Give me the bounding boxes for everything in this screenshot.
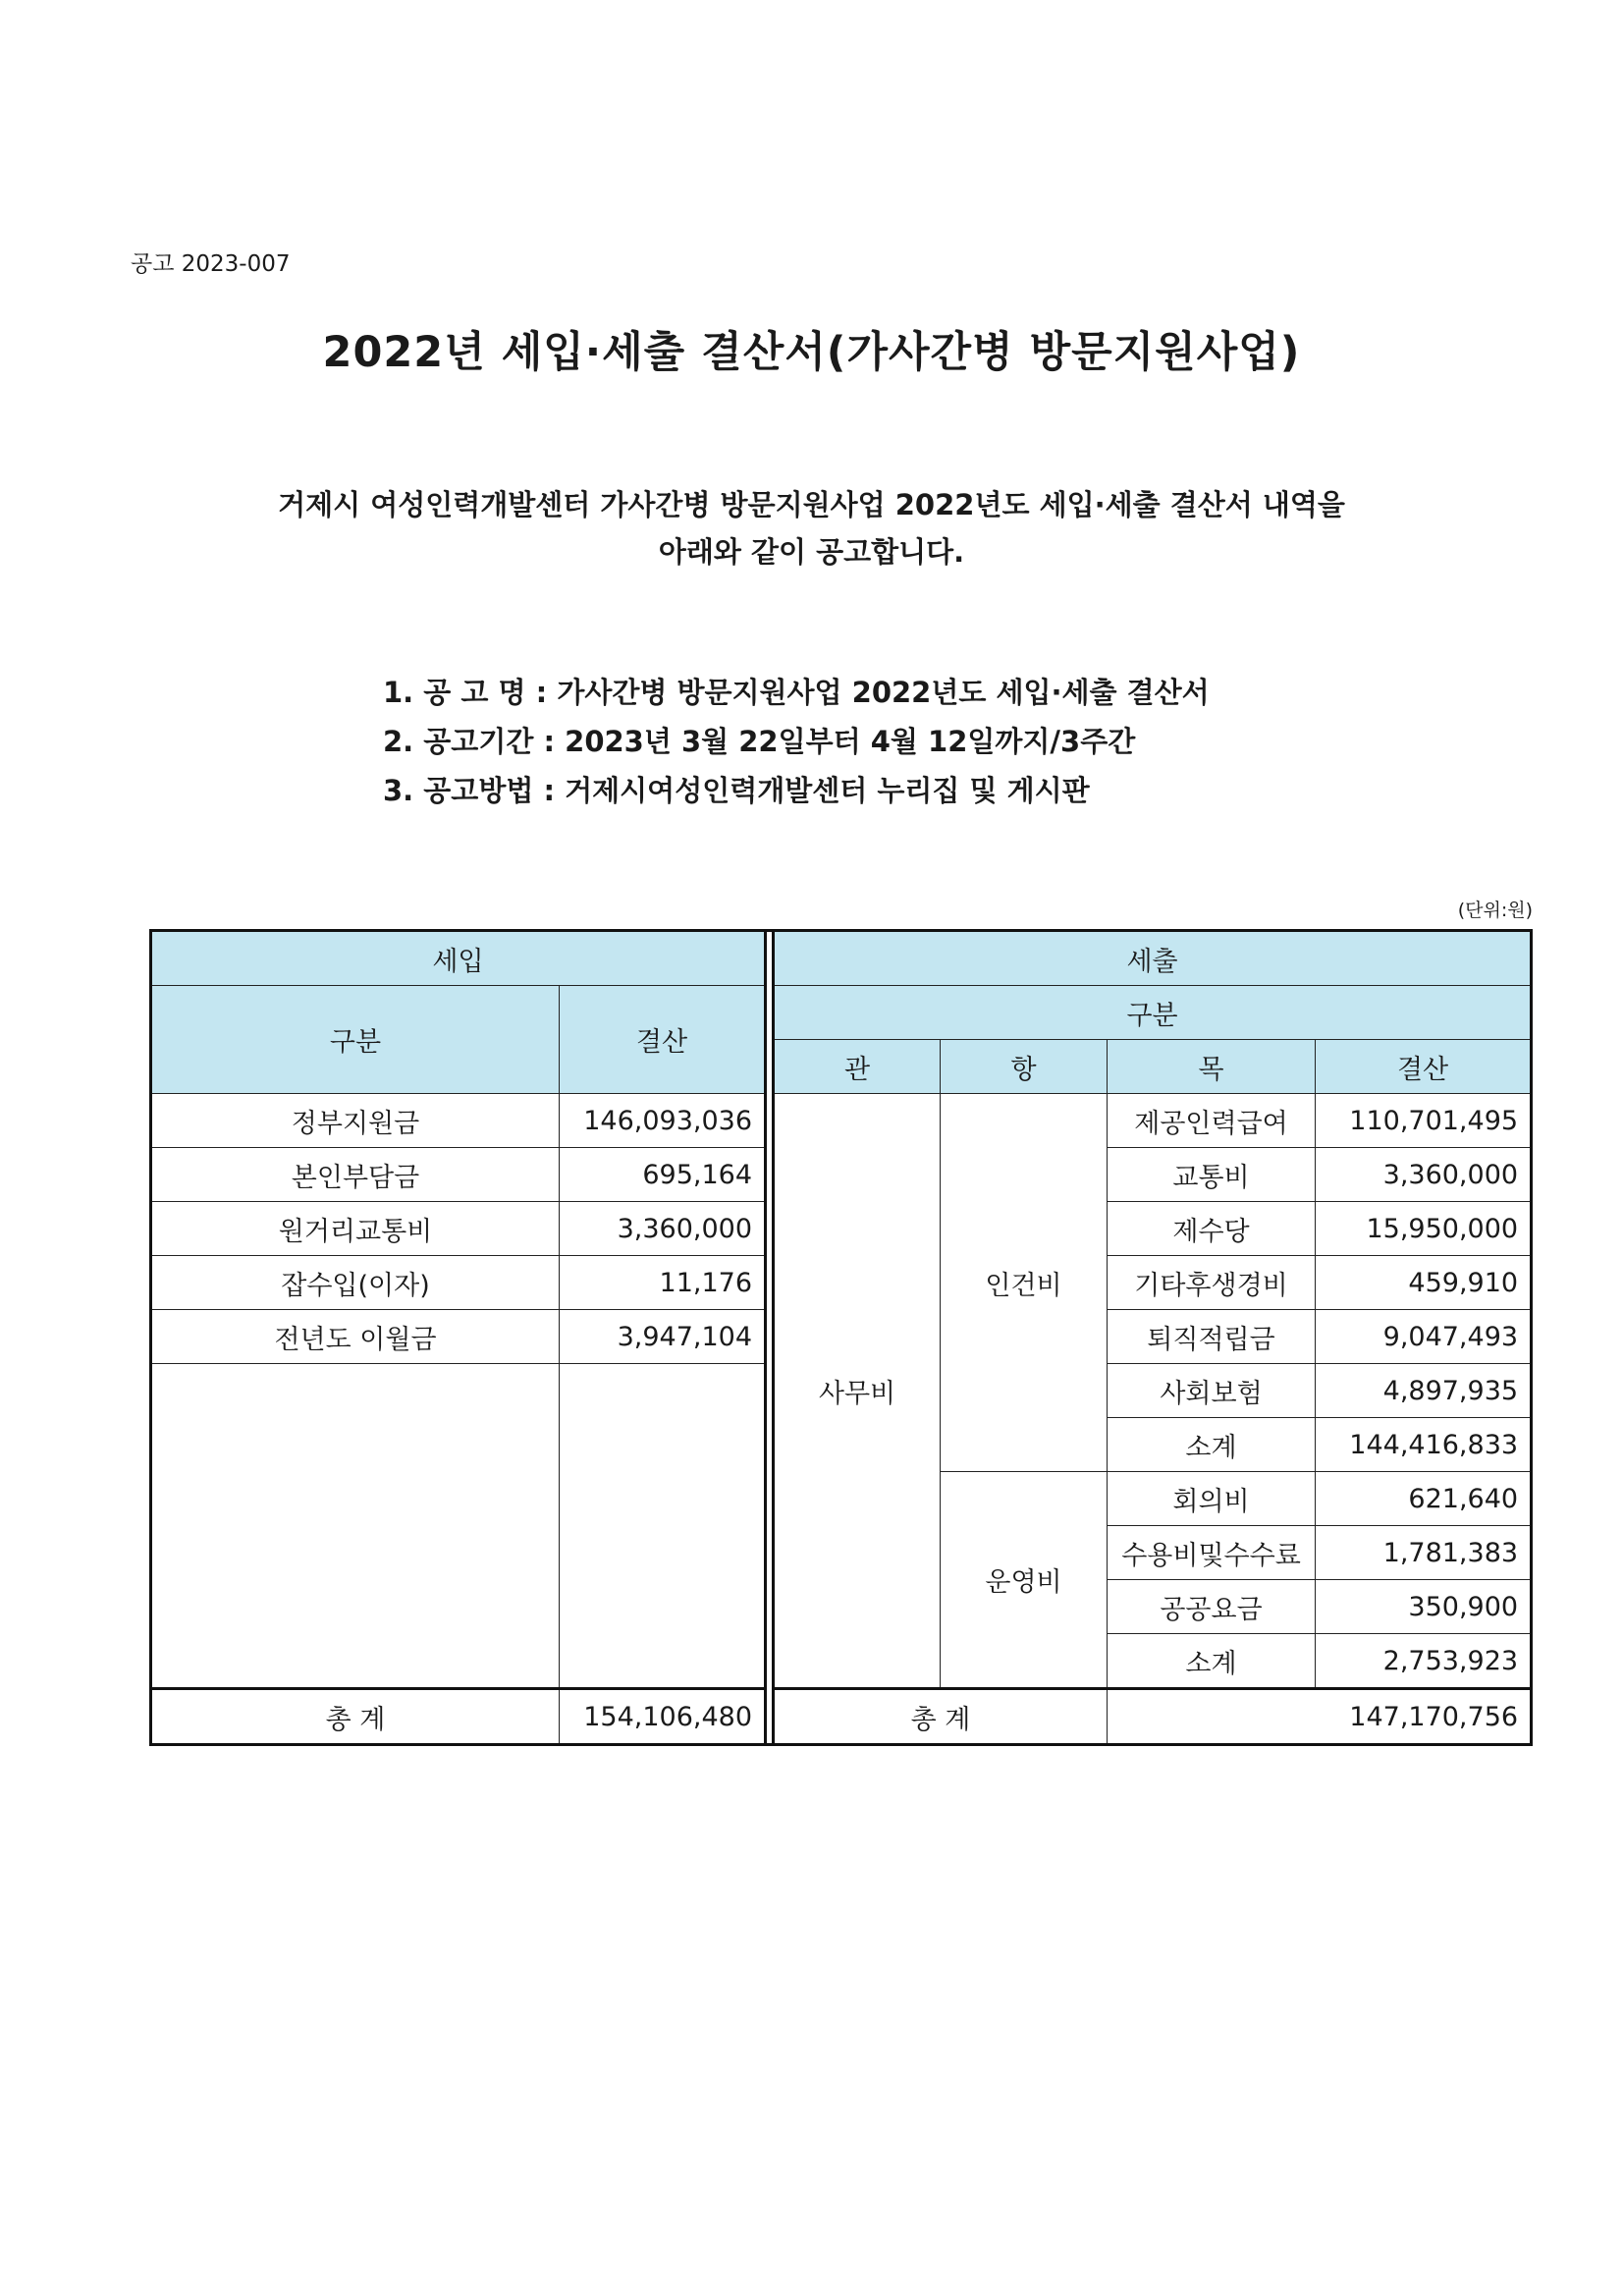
expense-amount: 4,897,935: [1316, 1364, 1532, 1418]
mok-label: 공공요금: [1108, 1580, 1316, 1634]
expense-amount: 1,781,383: [1316, 1526, 1532, 1580]
expense-total: 147,170,756: [1108, 1689, 1532, 1745]
expense-amount: 9,047,493: [1316, 1310, 1532, 1364]
revenue-total-label: 총 계: [151, 1689, 560, 1745]
revenue-amount-header: 결산: [560, 986, 766, 1094]
expense-total-label: 총 계: [774, 1689, 1108, 1745]
mok-label: 소계: [1108, 1634, 1316, 1689]
expense-amount: 110,701,495: [1316, 1094, 1532, 1148]
total-row: [151, 1689, 1532, 1745]
expense-amount: 459,910: [1316, 1256, 1532, 1310]
revenue-label: 원거리교통비: [151, 1202, 560, 1256]
expense-amount: 3,360,000: [1316, 1148, 1532, 1202]
revenue-label: 전년도 이월금: [151, 1310, 560, 1364]
mok-label: 제수당: [1108, 1202, 1316, 1256]
mok-label: 수용비및수수료: [1108, 1526, 1316, 1580]
gwan-header: 관: [774, 1040, 941, 1094]
revenue-amount: 146,093,036: [560, 1094, 766, 1148]
revenue-label: 본인부담금: [151, 1148, 560, 1202]
expense-category-header: 구분: [774, 986, 1532, 1040]
gwan-cell: 사무비: [774, 1094, 941, 1689]
expense-amount: 350,900: [1316, 1580, 1532, 1634]
expense-amount: 144,416,833: [1316, 1418, 1532, 1472]
mok-label: 회의비: [1108, 1472, 1316, 1526]
intro-text: [0, 481, 1623, 575]
notice-info-item: 1. 공 고 명 : 가사간병 방문지원사업 2022년도 세입·세출 결산서: [383, 676, 1210, 709]
revenue-header: 세입: [151, 931, 766, 986]
revenue-label: 잡수입(이자): [151, 1256, 560, 1310]
intro-line: 아래와 같이 공고합니다.: [658, 535, 965, 569]
expense-header: 세출: [774, 931, 1532, 986]
expense-amount-header: 결산: [1316, 1040, 1532, 1094]
mok-header: 목: [1108, 1040, 1316, 1094]
mok-label: 제공인력급여: [1108, 1094, 1316, 1148]
notice-number: 공고 2023-007: [131, 251, 291, 277]
revenue-empty-cell: [151, 1364, 560, 1689]
table-row: [151, 1094, 1532, 1148]
revenue-amount: 695,164: [560, 1148, 766, 1202]
expense-amount: 15,950,000: [1316, 1202, 1532, 1256]
revenue-label: 정부지원금: [151, 1094, 560, 1148]
mok-label: 소계: [1108, 1418, 1316, 1472]
revenue-amount: 3,360,000: [560, 1202, 766, 1256]
notice-info-item: 3. 공고방법 : 거제시여성인력개발센터 누리집 및 게시판: [383, 774, 1090, 807]
hang-personnel-cell: 인건비: [941, 1094, 1108, 1472]
mok-label: 사회보험: [1108, 1364, 1316, 1418]
mok-label: 교통비: [1108, 1148, 1316, 1202]
revenue-total: 154,106,480: [560, 1689, 766, 1745]
revenue-category-header: 구분: [151, 986, 560, 1094]
hang-operation-cell: 운영비: [941, 1472, 1108, 1689]
table-gap: [766, 931, 774, 1745]
expense-amount: 2,753,923: [1316, 1634, 1532, 1689]
notice-info-item: 2. 공고기간 : 2023년 3월 22일부터 4월 12일까지/3주간: [383, 725, 1136, 758]
expense-amount: 621,640: [1316, 1472, 1532, 1526]
hang-header: 항: [941, 1040, 1108, 1094]
notice-info-list: [383, 668, 1210, 815]
mok-label: 기타후생경비: [1108, 1256, 1316, 1310]
document-title: 2022년 세입·세출 결산서(가사간병 방문지원사업): [322, 328, 1301, 377]
revenue-amount: 11,176: [560, 1256, 766, 1310]
revenue-amount: 3,947,104: [560, 1310, 766, 1364]
settlement-table: [149, 929, 1533, 1746]
revenue-empty-cell: [560, 1364, 766, 1689]
mok-label: 퇴직적립금: [1108, 1310, 1316, 1364]
unit-label: (단위:원): [1457, 900, 1533, 921]
intro-line: 거제시 여성인력개발센터 가사간병 방문지원사업 2022년도 세입·세출 결산서 내역을: [278, 488, 1345, 521]
